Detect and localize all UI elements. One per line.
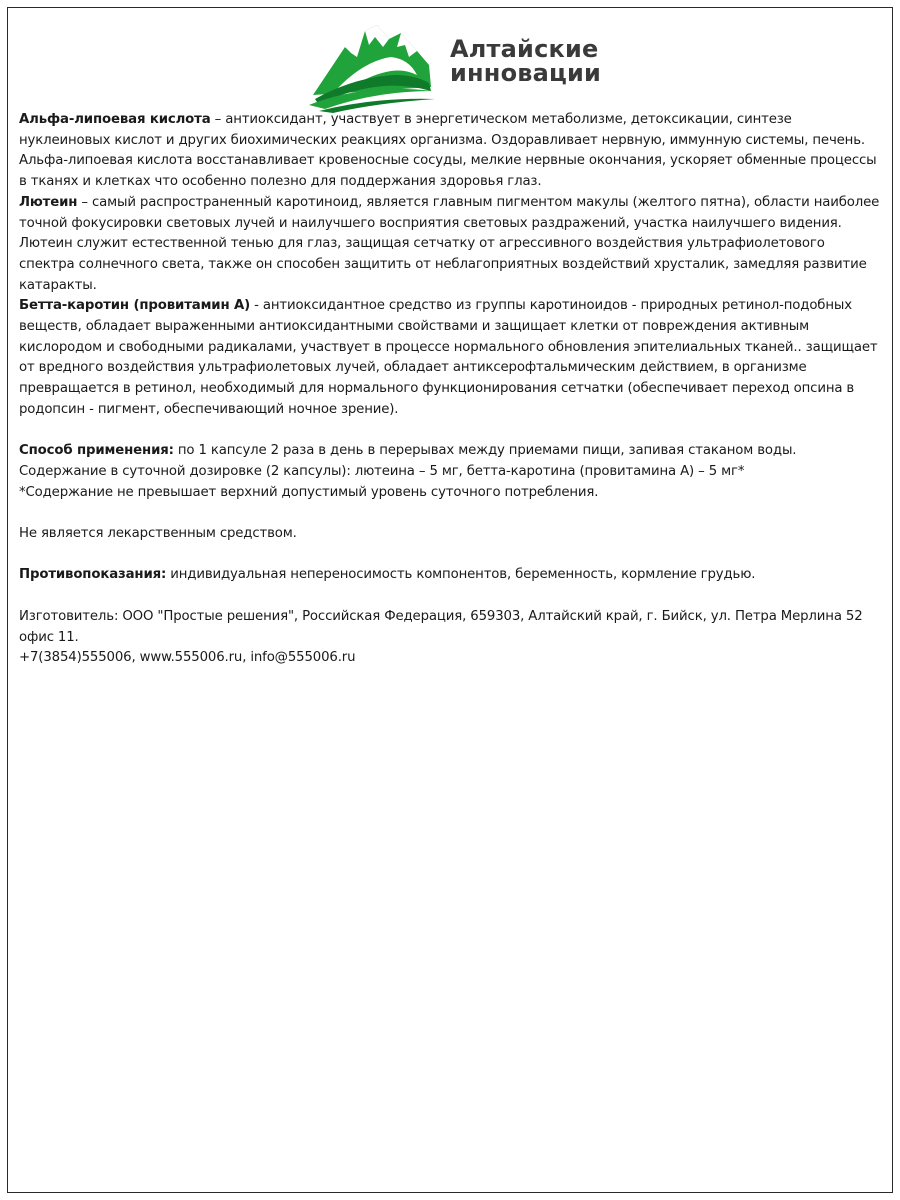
usage-title: Способ применения: (19, 443, 174, 459)
alpha-lipoic-text: – антиоксидант, участвует в энергетическом метаболизме, детоксикации, синтезе нуклеиновых кислот и других биохимических реакциях организма. Оздоравливает нервную, иммунную системы, печень. Альфа-липоевая кислота восстанавливает кровеносные сосуды, мелкие нервные окончания, ускоряет обменные процессы в тканях и клетках что особенно полезно для поддержания здоровья глаз. (19, 112, 877, 190)
brand-name-line2: инновации (450, 59, 602, 87)
contraindications-text: индивидуальная непереносимость компонентов, беременность, кормление грудью. (166, 567, 756, 583)
beta-carotene-text: - антиоксидантное средство из группы каротиноидов - природных ретинол-подобных веществ, обладает выраженными антиоксидантными свойствами и защищает клетки от повреждения активным кислородом и свободными радикалами, участвует в процессе нормального обновления эпителиальных тканей.. защищает от вредного воздействия ультрафиолетовых лучей, обладает антиксерофтальмическим действием, в организме превращается в ретинол, необходимый для нормального функционирования сетчатки (обеспечивает переход опсина в родопсин - пигмент, обеспечивающий ночное зрение). (19, 298, 878, 417)
brand-logo (305, 17, 605, 113)
lutein-title: Лютеин (19, 194, 78, 210)
beta-carotene-title: Бетта-каротин (провитамин А) (19, 298, 251, 314)
manufacturer-contacts: +7(3854)555006, www.555006.ru, info@555006.ru (19, 650, 356, 666)
lutein-paragraph (19, 193, 881, 297)
alpha-lipoic-title: Альфа-липоевая кислота (19, 112, 211, 127)
contraindications-paragraph (19, 565, 881, 586)
brand-name (450, 37, 601, 85)
mountain-logo-icon (305, 17, 439, 113)
contraindications-title: Противопоказания: (19, 567, 167, 583)
usage-paragraph (19, 441, 881, 462)
document-body (19, 110, 881, 669)
daily-content-line: Содержание в суточной дозировке (2 капсулы): лютеина – 5 мг, бетта-каротина (провитамина А) – 5 мг* (19, 463, 745, 479)
usage-text: по 1 капсуле 2 раза в день в перерывах между приемами пищи, запивая стаканом воды. (173, 443, 797, 459)
daily-content-note: *Содержание не превышает верхний допустимый уровень суточного потребления. (19, 484, 599, 500)
not-medicine-statement: Не является лекарственным средством. (19, 526, 297, 542)
manufacturer-line: Изготовитель: ООО "Простые решения", Российская Федерация, 659303, Алтайский край, г. Бийск, ул. Петра Мерлина 52 офис 11. (19, 608, 863, 645)
beta-carotene-paragraph (19, 296, 881, 420)
alpha-lipoic-paragraph (19, 110, 881, 193)
brand-name-line1: Алтайские (450, 35, 599, 63)
lutein-text: – самый распространенный каротиноид, является главным пигментом макулы (желтого пятна), области наиболее точной фокусировки световых лучей и наилучшего восприятия световых раздражений, участка наилучшего видения. Лютеин служит естественной тенью для глаз, защищая сетчатку от агрессивного воздействия ультрафиолетового спектра солнечного света, также он способен защитить от неблагоприятных воздействий хрусталик, замедляя развитие катаракты. (19, 194, 880, 293)
